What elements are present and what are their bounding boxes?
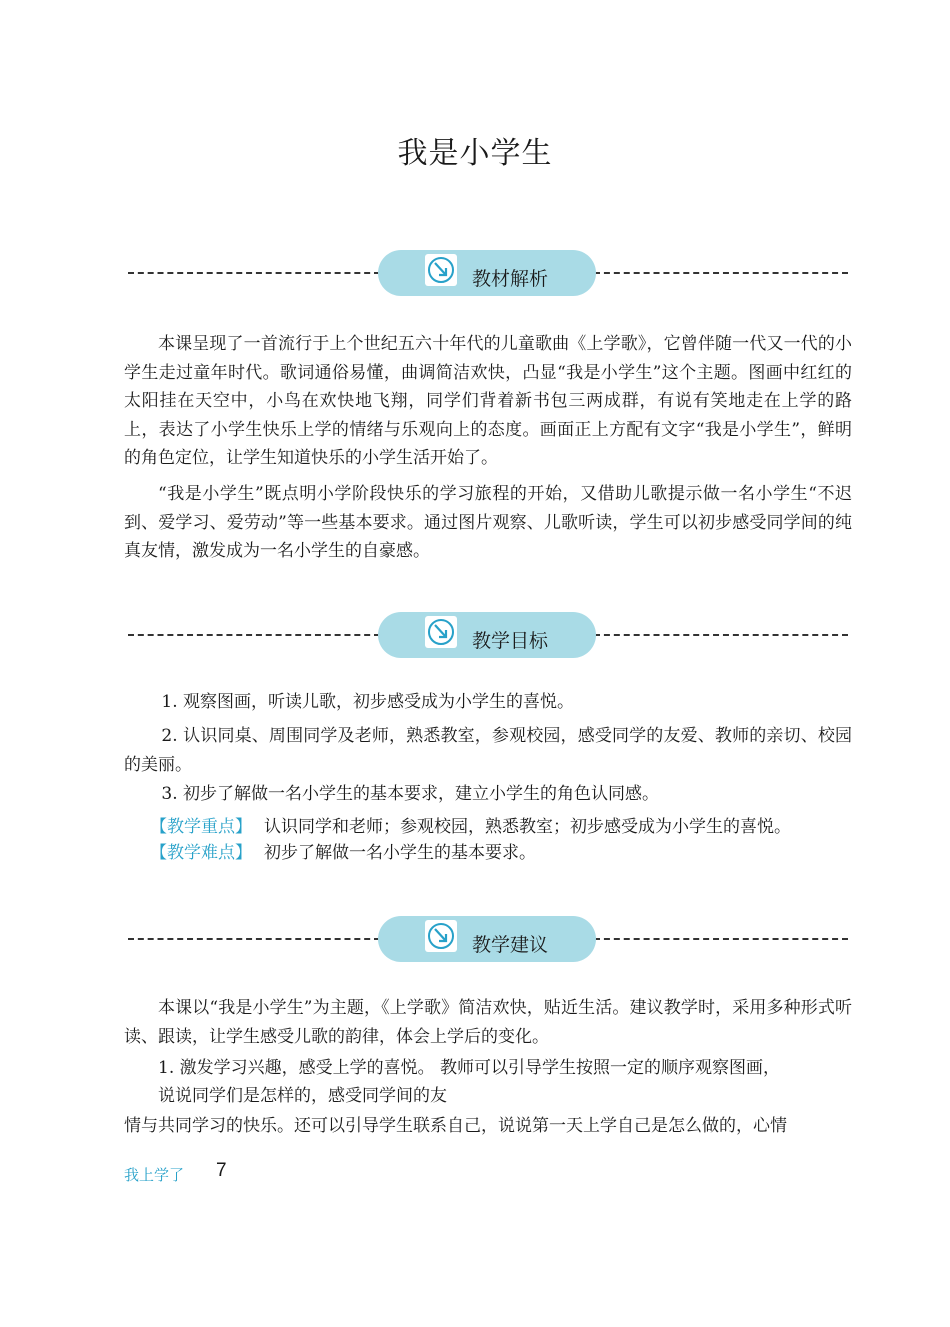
divider-left xyxy=(128,938,380,940)
section-title-suggestions: 教学建议 xyxy=(472,934,549,956)
suggestion-paragraph: 本课以“我是小学生”为主题，《上学歌》简洁欢快，贴近生活。建议教学时，采用多种形式听读、跟读，让学生感受儿歌的韵律，体会上学后的变化。 xyxy=(124,998,852,1047)
key-point-text: 认识同学和老师；参观校园，熟悉教室；初步感受成为小学生的喜悦。 xyxy=(264,817,791,837)
footer-unit-label: 我上学了 xyxy=(124,1166,185,1184)
divider-right xyxy=(594,634,848,636)
suggestion-point-1-line-1: 1. 激发学习兴趣，感受上学的喜悦。 教师可以引导学生按照一定的顺序观察图画， xyxy=(158,1058,781,1078)
page-number: 7 xyxy=(216,1160,227,1181)
key-point-tag: 【教学重点】 xyxy=(150,817,252,837)
goal-item-3: 3. 初步了解做一名小学生的基本要求，建立小学生的角色认同感。 xyxy=(161,784,660,804)
section-header-analysis xyxy=(128,250,848,298)
section-title-analysis: 教材解析 xyxy=(472,268,549,290)
suggestion-point-1-line-3: 情与共同学习的快乐。还可以引导学生联系自己，说说第一天上学自己是怎么做的，心情 xyxy=(124,1116,787,1136)
divider-right xyxy=(594,938,848,940)
page-title: 我是小学生 xyxy=(397,136,553,171)
key-point-line xyxy=(150,814,791,840)
analysis-paragraph-1: 本课呈现了一首流行于上个世纪五六十年代的儿童歌曲《上学歌》，它曾伴随一代又一代的小学生走过童年时代。歌词通俗易懂，曲调简洁欢快，凸显“我是小学生”这个主题。图画中红红的太阳挂在天空中，小鸟在欢快地飞翔，同学们背着新书包三两成群，有说有笑地走在上学的路上，表达了小学生快乐上学的情绪与乐观向上的态度。画面正上方配有文字“我是小学生”，鲜明的角色定位，让学生知道快乐的小学生活开始了。 xyxy=(124,334,852,468)
difficulty-line xyxy=(150,840,536,866)
goal-item-1: 1. 观察图画，听读儿歌，初步感受成为小学生的喜悦。 xyxy=(161,692,575,712)
divider-left xyxy=(128,272,380,274)
divider-left xyxy=(128,634,380,636)
analysis-paragraph-2: “我是小学生”既点明小学阶段快乐的学习旅程的开始，又借助儿歌提示做一名小学生“不迟到、爱学习、爱劳动”等一些基本要求。通过图片观察、儿歌听读，学生可以初步感受同学间的纯真友情，激发成为一名小学生的自豪感。 xyxy=(124,484,852,561)
difficulty-text: 初步了解做一名小学生的基本要求。 xyxy=(264,843,536,863)
goal-item-2: 2. 认识同桌、周围同学及老师，熟悉教室，参观校园，感受同学的友爱、教师的亲切、校园的美丽。 xyxy=(124,726,852,775)
arrow-circle-icon xyxy=(424,919,458,953)
divider-right xyxy=(594,272,848,274)
section-pill xyxy=(378,916,596,962)
section-header-goals xyxy=(128,612,848,660)
section-pill xyxy=(378,612,596,658)
arrow-circle-icon xyxy=(424,253,458,287)
difficulty-tag: 【教学难点】 xyxy=(150,843,252,863)
section-pill xyxy=(378,250,596,296)
suggestion-point-1-line-2: 说说同学们是怎样的，感受同学间的友 xyxy=(158,1086,447,1106)
arrow-circle-icon xyxy=(424,615,458,649)
section-title-goals: 教学目标 xyxy=(472,630,549,652)
section-header-suggestions xyxy=(128,916,848,964)
